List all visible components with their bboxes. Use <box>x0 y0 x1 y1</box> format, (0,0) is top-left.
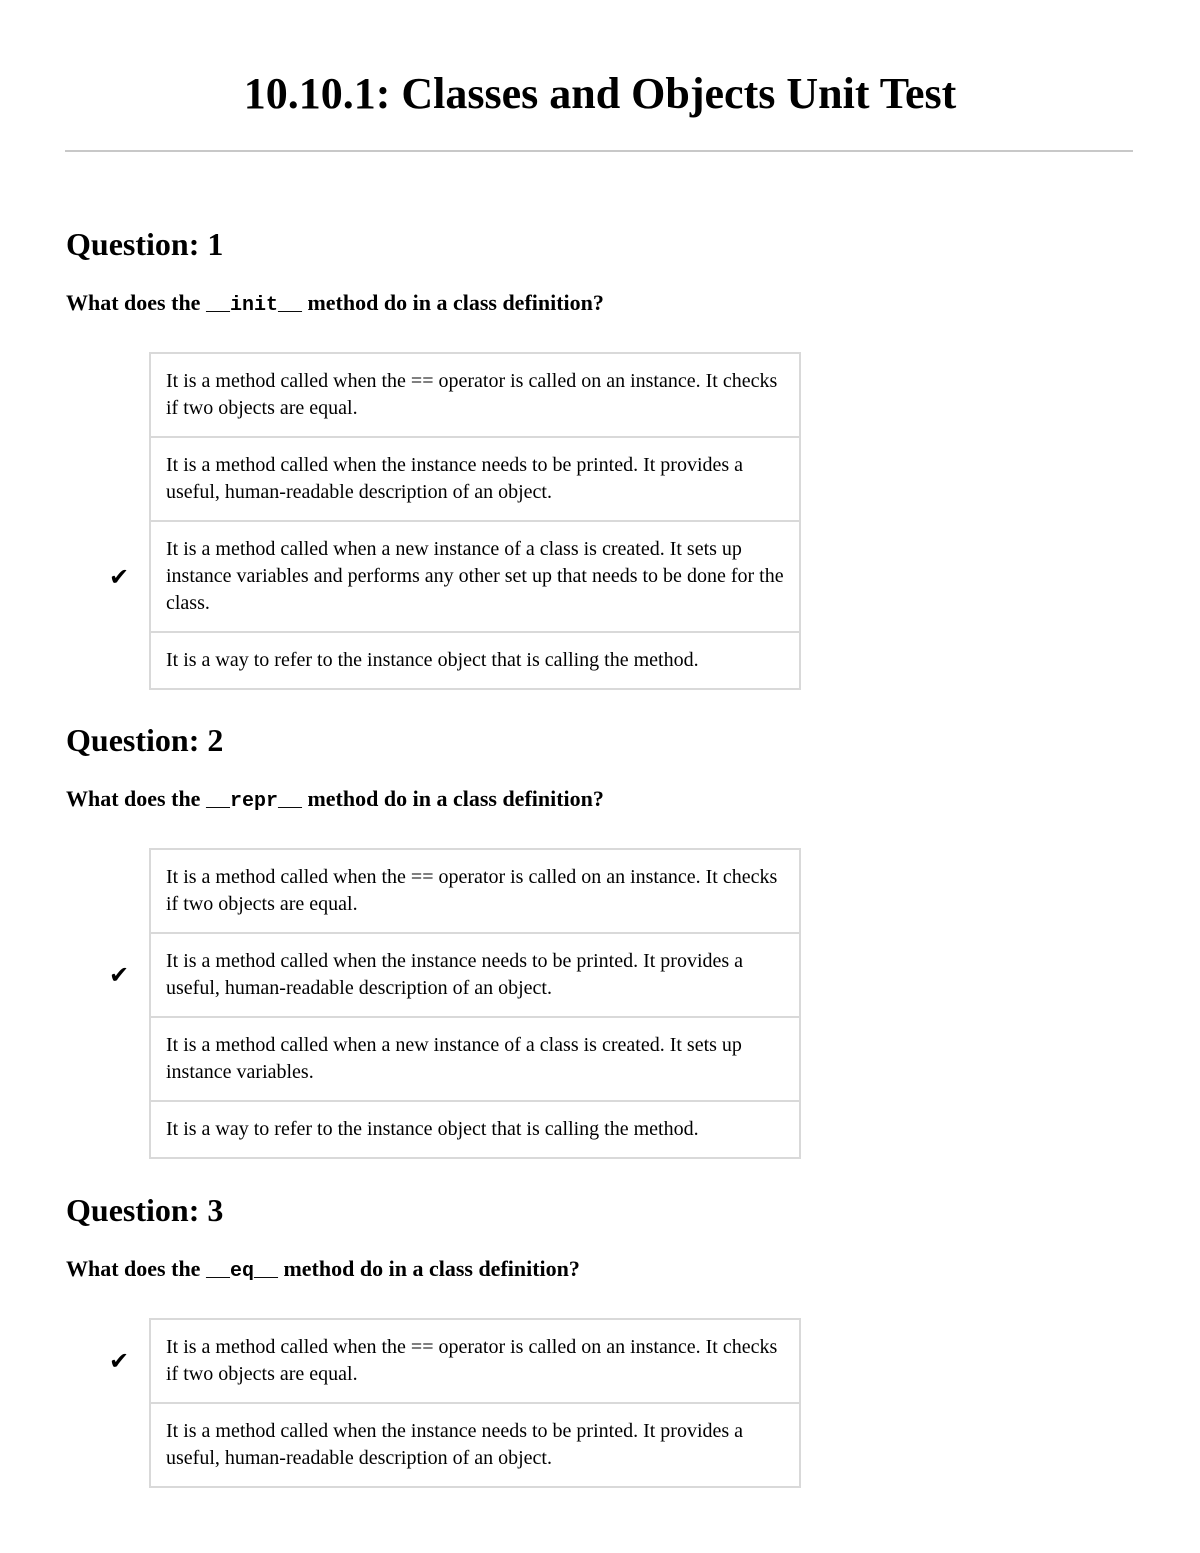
answer-text: It is a method called when the == operator is called on an instance. It checks if two objects are equal. <box>166 1336 778 1385</box>
question-heading: Question: 2 <box>66 722 224 758</box>
prompt-text: method do in a class definition? <box>301 290 604 315</box>
answer-text: It is a way to refer to the instance object that is calling the method. <box>166 649 699 671</box>
prompt-text: What does the <box>66 786 206 811</box>
checkmark-icon: ✔ <box>109 562 130 591</box>
question-prompt <box>66 784 1066 817</box>
title-divider <box>65 150 1133 152</box>
answer-text: It is a method called when the instance needs to be printed. It provides a useful, human-readable description of an object. <box>166 454 744 503</box>
prompt-code: __init__ <box>205 294 302 317</box>
answer-text: It is a method called when a new instance of a class is created. It sets up instance variables and performs any other set up that needs to be done for the class. <box>166 538 784 614</box>
question-heading: Question: 1 <box>66 226 224 262</box>
prompt-text: What does the <box>66 290 206 315</box>
prompt-text: method do in a class definition? <box>277 1256 580 1281</box>
answer-option[interactable] <box>109 522 799 633</box>
prompt-text: method do in a class definition? <box>301 786 604 811</box>
prompt-code: __repr__ <box>205 790 302 813</box>
page-title: 10.10.1: Classes and Objects Unit Test <box>243 69 957 118</box>
answer-text: It is a method called when the instance needs to be printed. It provides a useful, human-readable description of an object. <box>166 950 744 999</box>
question-1 <box>66 224 1146 671</box>
prompt-code: __eq__ <box>205 1260 278 1283</box>
question-3 <box>66 1190 1146 1469</box>
answer-option[interactable] <box>109 1320 799 1404</box>
checkmark-icon: ✔ <box>109 961 130 989</box>
prompt-text: What does the <box>66 1256 206 1281</box>
answer-option[interactable] <box>151 1404 799 1488</box>
question-2 <box>66 720 1146 1140</box>
answer-option[interactable] <box>151 850 799 934</box>
answer-text: It is a method called when the == operator is called on an instance. It checks if two objects are equal. <box>166 866 778 915</box>
answer-text: It is a method called when the instance needs to be printed. It provides a useful, human-readable description of an object. <box>166 1420 744 1469</box>
answer-options <box>109 352 801 690</box>
answer-text: It is a method called when a new instance of a class is created. It sets up instance variables. <box>166 1034 742 1083</box>
answer-options <box>109 848 801 1159</box>
answer-option[interactable] <box>151 1018 799 1102</box>
answer-option[interactable] <box>151 633 799 690</box>
answer-option[interactable] <box>151 354 799 438</box>
question-prompt <box>66 1254 1066 1287</box>
checkmark-icon: ✔ <box>109 1347 130 1375</box>
question-heading: Question: 3 <box>66 1192 224 1228</box>
answer-text: It is a method called when the == operator is called on an instance. It checks if two objects are equal. <box>166 370 778 419</box>
answer-options <box>109 1318 801 1488</box>
question-prompt <box>66 288 1066 321</box>
answer-text: It is a way to refer to the instance object that is calling the method. <box>166 1118 699 1140</box>
answer-option[interactable] <box>151 1102 799 1159</box>
answer-option[interactable] <box>151 438 799 522</box>
answer-option[interactable] <box>109 934 799 1018</box>
